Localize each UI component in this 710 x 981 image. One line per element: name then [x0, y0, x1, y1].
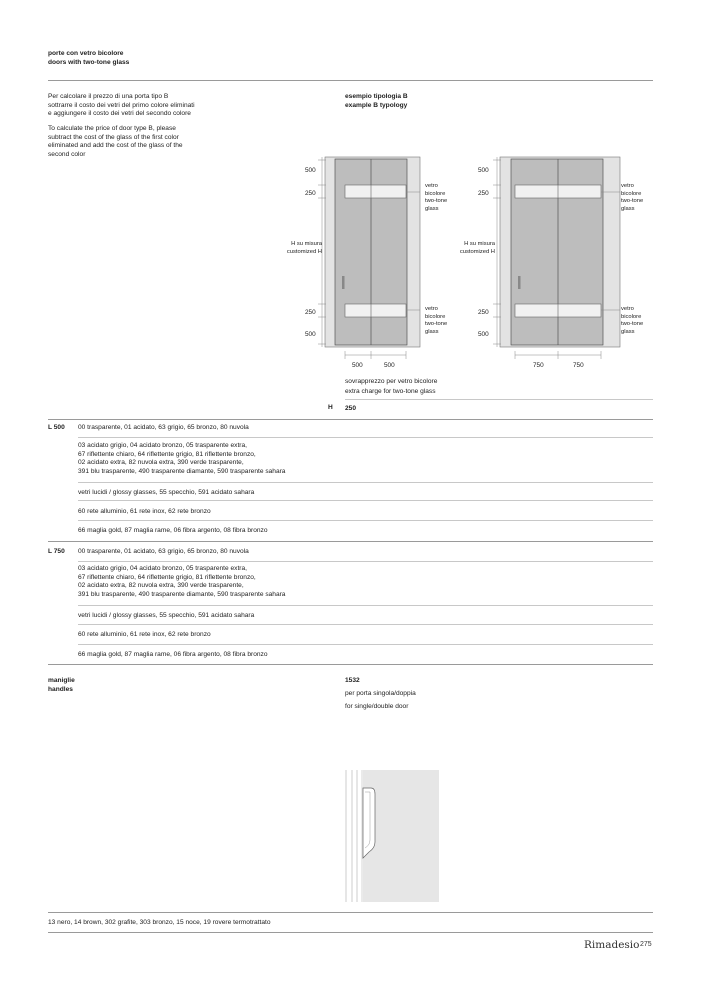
glass-label-top: vetro bicolore two-tone glass [425, 183, 448, 212]
finishes-bottom-rule [48, 932, 653, 933]
dim2-500-top: 500 [478, 167, 489, 174]
handle-desc-en: for single/double door [345, 703, 409, 710]
handle-desc-it: per porta singola/doppia [345, 690, 416, 697]
dim2-500-bottom: 500 [478, 331, 489, 338]
dim-500-bottom: 500 [305, 331, 316, 338]
example-title-it: esempio tipologia B [345, 93, 408, 100]
l750-row-5: 66 maglia gold, 87 maglia rame, 06 fibra argento, 08 fibra bronzo [78, 651, 268, 658]
l500-row-3: vetri lucidi / glossy glasses, 55 specchio, 591 acidato sahara [78, 489, 255, 496]
l750-row-4: 60 rete alluminio, 61 rete inox, 62 rete bronzo [78, 631, 211, 638]
row-rule [78, 644, 653, 645]
glass-label-bottom: vetro bicolore two-tone glass [425, 306, 448, 335]
surcharge-label-it: sovrapprezzo per vetro bicolore [345, 378, 438, 385]
h-column-label: H [328, 404, 333, 411]
row-rule [78, 437, 653, 438]
intro-text-en: To calculate the price of door type B, please subtract the cost of the glass of the first color eliminated and add the cost of the glass of the second color [48, 125, 183, 158]
l750-row-3: vetri lucidi / glossy glasses, 55 specchio, 591 acidato sahara [78, 612, 255, 619]
l750-row-2: 03 acidato grigio, 04 acidato bronzo, 05 trasparente extra, 67 riflettente chiaro, 64 riflettente grigio, 81 riflettente bronzo, 02 acidato extra, 82 nuvola extra, 390 verde trasparente, 391 blu trasparente, 490 trasparente diamante, 590 trasparente sahara [78, 565, 286, 598]
header-rule [48, 80, 653, 81]
table-top-rule [48, 419, 653, 420]
group-rule [48, 541, 653, 542]
row-rule [78, 520, 653, 521]
brand-logo: Rimadesio [584, 939, 640, 951]
l500-row-5: 66 maglia gold, 87 maglia rame, 06 fibra argento, 08 fibra bronzo [78, 527, 268, 534]
width-750-b: 750 [573, 362, 584, 369]
surcharge-label-en: extra charge for two-tone glass [345, 388, 436, 395]
group-label-l500: L 500 [48, 424, 65, 431]
example-title-en: example B typology [345, 102, 408, 109]
glass-label-bottom-2: vetro bicolore two-tone glass [621, 306, 644, 335]
h-column-value: 250 [345, 405, 357, 412]
row-rule [78, 561, 653, 562]
h-label-2: H su misura customized H [459, 241, 495, 255]
title-en: doors with two-tone glass [48, 59, 130, 66]
title-it: porte con vetro bicolore [48, 50, 124, 57]
handle-finishes: 13 nero, 14 brown, 302 grafite, 303 bronzo, 15 noce, 19 rovere termotrattato [48, 919, 271, 926]
glass-label-top-2: vetro bicolore two-tone glass [621, 183, 644, 212]
dim-250-bottom: 250 [305, 309, 316, 316]
handle-code: 1532 [345, 677, 360, 684]
dim-250-top: 250 [305, 190, 316, 197]
handles-title-it: maniglie [48, 677, 75, 684]
l500-row-4: 60 rete alluminio, 61 rete inox, 62 rete bronzo [78, 508, 211, 515]
width-500-b: 500 [384, 362, 395, 369]
intro-text-it: Per calcolare il prezzo di una porta tipo B sottrarre il costo dei vetri del primo colore eliminati e aggiungere il costo dei vetri del secondo colore [48, 93, 195, 118]
group-label-l750: L 750 [48, 548, 65, 555]
dim2-250-bottom: 250 [478, 309, 489, 316]
l500-row-1: 00 trasparente, 01 acidato, 63 grigio, 65 bronzo, 80 nuvola [78, 424, 249, 431]
row-rule [78, 482, 653, 483]
finishes-top-rule [48, 912, 653, 913]
dim2-250-top: 250 [478, 190, 489, 197]
surcharge-rule [345, 399, 653, 400]
dim-500-top: 500 [305, 167, 316, 174]
l500-row-2: 03 acidato grigio, 04 acidato bronzo, 05 trasparente extra, 67 riflettente chiaro, 64 riflettente grigio, 81 riflettente bronzo, 02 acidato extra, 82 nuvola extra, 390 verde trasparente, 391 blu trasparente, 490 trasparente diamante, 590 trasparente sahara [78, 442, 286, 475]
page-number: 275 [640, 941, 652, 948]
row-rule [78, 500, 653, 501]
width-750-a: 750 [533, 362, 544, 369]
l750-row-1: 00 trasparente, 01 acidato, 63 grigio, 65 bronzo, 80 nuvola [78, 548, 249, 555]
row-rule [78, 605, 653, 606]
width-500-a: 500 [352, 362, 363, 369]
row-rule [78, 624, 653, 625]
handles-title-en: handles [48, 686, 73, 693]
door-drawing-750 [445, 152, 635, 374]
group-rule [48, 664, 653, 665]
handle-drawing [343, 770, 439, 902]
h-label: H su misura customized H [286, 241, 322, 255]
